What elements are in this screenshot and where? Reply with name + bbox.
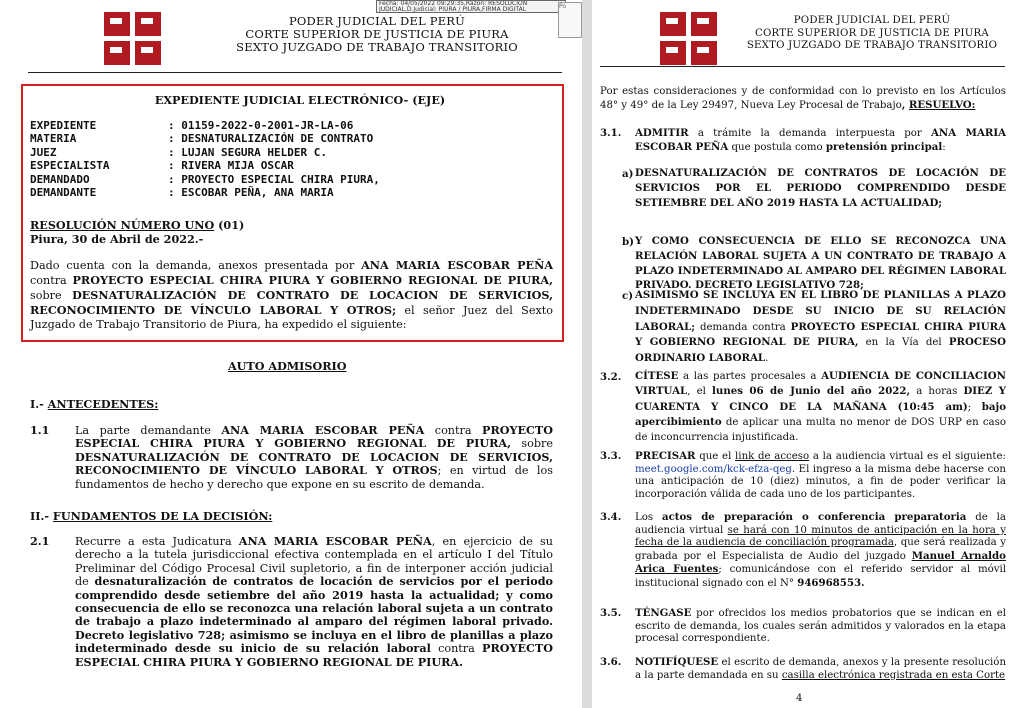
i33-text-3: . El ingreso a la misma debe hacerse con una anticipación de 10 (diez) minutos, a fin de poder verificar la incorporación válida de cada uno de los participantes. <box>635 463 1006 500</box>
item-3-3 <box>635 450 1006 501</box>
sub-a-label: a) <box>622 168 634 180</box>
i35-text-1: por ofrecidos los medios probatorios que se indican en el escrito de demanda, los cuales serán admitidos y valorados en la etapa procesal correspondiente. <box>635 608 1006 645</box>
admitir-label: ADMITIR <box>635 127 689 139</box>
case-field-key: JUEZ <box>30 145 57 159</box>
paragraph-1-1-num: 1.1 <box>30 423 50 437</box>
p21-plaintiff: ANA MARIA ESCOBAR PEÑA <box>238 534 432 548</box>
resolution-intro <box>600 86 1006 112</box>
i33-text-1: que el <box>695 451 736 462</box>
resolution-number: (01) <box>214 218 245 232</box>
p11-text-4: ; en virtud de los fundamentos de hecho y derecho que expone en su escrito de demanda. <box>75 464 553 491</box>
sc-text-3: en la Vía del <box>858 337 949 349</box>
case-field-key: DEMANDADO <box>30 172 90 186</box>
paragraph-1-1 <box>75 424 553 491</box>
i32-audiencia: AUDIENCIA DE CONCILIACION VIRTUAL <box>635 370 1006 398</box>
meet-link[interactable]: meet.google.com/kck-efza-qeg <box>635 463 792 475</box>
intro-text-4: el señor Juez del Sexto Juzgado de Trabajo Transitorio de Piura, ha expedido el siguiente: <box>30 304 553 331</box>
header-divider <box>28 72 562 73</box>
sc-proceso: PROCESO ORDINARIO LABORAL <box>635 336 1006 365</box>
item-3-6-num: 3.6. <box>600 656 622 668</box>
case-field-key: EXPEDIENTE <box>30 119 97 132</box>
section-fundamentos <box>30 510 272 523</box>
case-field-key: ESPECIALISTA <box>30 159 110 173</box>
page-gutter <box>582 0 592 708</box>
case-field-row <box>30 119 550 132</box>
case-field-value: : ESCOBAR PEÑA, ANA MARIA <box>168 186 334 200</box>
intro-paragraph <box>30 258 553 332</box>
intro-plaintiff: ANA MARIA ESCOBAR PEÑA <box>361 258 553 272</box>
poder-judicial-logo <box>660 12 720 66</box>
i31-text-3: : <box>942 141 946 153</box>
i34-text-3: , que será realizada y grabada por el Especialista de Audio del juzgado <box>635 537 1006 562</box>
item-3-2-num: 3.2. <box>600 371 622 383</box>
resolution-date: Piura, 30 de Abril de 2022.- <box>30 232 204 246</box>
page-number: 4 <box>796 693 803 704</box>
i32-time: DIEZ Y CUARENTA Y CINCO DE LA MAÑANA (10:45 am) <box>635 385 1006 413</box>
p11-text-2: contra <box>424 424 483 437</box>
i31-plaintiff: ANA MARIA ESCOBAR PEÑA <box>635 127 1006 153</box>
poder-judicial-logo <box>104 12 164 66</box>
resolution-heading <box>30 219 550 232</box>
sc-text-4: . <box>765 353 769 365</box>
i34-text-1: Los <box>635 512 662 523</box>
sc-text-1: ASIMISMO SE INCLUYA EN EL LIBRO DE PLANILLAS A PLAZO INDETERMINADO DESDE SU INICIO DE SU RELACIÓN LABORAL; <box>635 289 1006 333</box>
i32-text-1: a las partes procesales a <box>678 371 822 382</box>
tengase-label: TÉNGASE <box>635 607 692 619</box>
i34-anticipacion: se hará con 10 minutos de anticipación en la hora y fecha de la audiencia de conciliación programada <box>635 524 1006 549</box>
case-field-key: MATERIA <box>30 132 77 146</box>
case-field-row <box>30 159 550 172</box>
sub-b-text: Y COMO CONSECUENCIA DE ELLO SE RECONOZCA UNA RELACIÓN LABORAL SUJETA A UN CONTRATO DE TRABAJO A PLAZO INDETERMINADO AL AMPARO DEL RÉGIMEN LABORAL PRIVADO. DECRETO LEGISLATIVO 728; <box>635 235 1006 292</box>
i32-text-4: ; <box>967 401 982 413</box>
i32-text-2: , el <box>687 386 713 398</box>
i31-text-2: que postula como <box>728 141 826 153</box>
i36-casilla: casilla electrónica registrada en esta Corte <box>781 669 1006 681</box>
notifiquese-label: NOTIFÍQUESE <box>635 656 719 668</box>
i32-text-3: a horas <box>910 386 964 398</box>
section-2-title: FUNDAMENTOS DE LA DECISIÓN: <box>52 509 273 523</box>
i33-text-2: a la audiencia virtual es el siguiente: <box>809 451 1006 462</box>
p11-plaintiff: ANA MARIA ESCOBAR PEÑA <box>221 423 425 437</box>
item-3-1-num: 3.1. <box>600 127 622 139</box>
item-3-4-num: 3.4. <box>600 511 622 523</box>
sc-text-2: demanda contra <box>695 321 791 333</box>
header-line-1: PODER JUDICIAL DEL PERÚ <box>793 15 951 26</box>
case-field-value: : 01159-2022-0-2001-JR-LA-06 <box>168 119 354 132</box>
header-line-1: PODER JUDICIAL DEL PERÚ <box>288 14 466 28</box>
i34-especialista: Manuel Arnaldo Arica Fuentes <box>635 549 1006 576</box>
item-3-3-num: 3.3. <box>600 450 622 462</box>
i34-text-4: ; comunicándose con el referido servidor al móvil institucional signado con el N° <box>635 564 1007 589</box>
auto-admisorio-title: AUTO ADMISORIO <box>228 359 347 373</box>
item-3-5-num: 3.5. <box>600 607 622 619</box>
p21-text-2: , en ejercicio de su derecho a la tutela jurisdiccional efectiva contemplada en el artículo I del Título Preliminar del Código Procesal Civil supletorio, a fin de interponer acción judicial de <box>75 535 553 589</box>
case-field-value: : RIVERA MIJA OSCAR <box>168 159 294 173</box>
case-field-value: : LUJAN SEGURA HELDER C. <box>168 145 327 159</box>
i32-apercibimiento: bajo apercibimiento <box>635 400 1006 429</box>
i33-link-label: link de acceso <box>735 451 810 462</box>
case-field-value: : DESNATURALIZACIÓN DE CONTRATO <box>168 132 374 146</box>
paragraph-2-1 <box>75 535 553 669</box>
p11-text-3: sobre <box>510 437 553 451</box>
i34-phone: 946968553. <box>797 576 865 589</box>
case-field-row <box>30 146 550 159</box>
paragraph-2-1-num: 2.1 <box>30 534 50 548</box>
intro-matter: DESNATURALIZACIÓN DE CONTRATO DE LOCACION DE SERVICIOS, RECONOCIMIENTO DE VÍNCULO LABORAL Y OTROS; <box>30 288 553 317</box>
p21-text-1: Recurre a esta Judicatura <box>75 535 239 548</box>
sub-a-text: DESNATURALIZACIÓN DE CONTRATOS DE LOCACIÓN DE SERVICIOS POR EL PERIODO COMPRENDIDO DESDE SETIEMBRE DEL AÑO 2019 HASTA LA ACTUALIDAD; <box>635 167 1006 209</box>
item-3-1 <box>635 127 1006 154</box>
resuelvo-label: RESUELVO: <box>908 98 976 111</box>
sub-c-text <box>635 288 1006 367</box>
i32-date: lunes 06 de Junio del año 2022, <box>712 385 911 398</box>
p11-matter: DESNATURALIZACIÓN DE CONTRATO DE LOCACION DE SERVICIOS, RECONOCIMIENTO DE VÍNCULO LABORAL Y OTROS <box>75 449 553 478</box>
signature-stamp-fragment: Po <box>558 2 582 38</box>
stamp-line-1: Fecha: 04/05/2022 09:29:35,Razón: RESOLUCIÓN <box>379 0 528 7</box>
section-antecedentes <box>30 398 158 411</box>
p21-claim: desnaturalización de contratos de locación de servicios por el periodo comprendido desde setiembre del año 2019 hasta la actualidad; y como consecuencia de ello se reconozca una relación laboral sujeta a un contrato de trabajo a plazo indeterminado al amparo del régimen laboral privado. Decreto legislativo 728; asimismo se incluya en el libro de planillas a plazo indeterminado desde su inicio de su relación laboral <box>75 574 553 656</box>
p11-defendant: PROYECTO ESPECIAL CHIRA PIURA Y GOBIERNO REGIONAL DE PIURA, <box>75 423 553 451</box>
page-header <box>222 15 532 54</box>
case-field-value: : PROYECTO ESPECIAL CHIRA PIURA, <box>168 172 380 186</box>
precisar-label: PRECISAR <box>635 450 696 462</box>
item-3-6 <box>635 656 1006 682</box>
case-field-row <box>30 186 550 199</box>
header-line-3: SEXTO JUZGADO DE TRABAJO TRANSITORIO <box>236 40 518 54</box>
item-3-5 <box>635 607 1006 646</box>
header-line-2: CORTE SUPERIOR DE JUSTICIA DE PIURA <box>245 27 509 41</box>
intro-text: Por estas consideraciones y de conformidad con lo previsto en los Artículos 48° y 49° de la Ley 29497, Nueva Ley Procesal de Trabajo <box>600 86 1006 111</box>
header-line-2: CORTE SUPERIOR DE JUSTICIA DE PIURA <box>755 27 989 39</box>
stamp-line-2: JUDICIAL,D.Judicial: PIURA / PIURA,FIRMA DIGITAL <box>379 6 527 13</box>
page-header <box>742 15 1002 53</box>
item-3-4 <box>635 511 1006 591</box>
section-1-num: I.- <box>30 397 48 411</box>
sub-b-label: b) <box>622 236 634 248</box>
digital-signature-stamp <box>376 0 566 13</box>
document-page-right <box>592 0 1024 708</box>
sc-defendant: PROYECTO ESPECIAL CHIRA PIURA Y GOBIERNO REGIONAL DE PIURA, <box>635 320 1006 349</box>
box-title: EXPEDIENTE JUDICIAL ELECTRÓNICO- (EJE) <box>154 93 446 107</box>
i36-text-1: el escrito de demanda, anexos y la presente resolución a la parte demandada en su <box>635 657 1006 681</box>
header-divider <box>600 66 1005 67</box>
i34-actos: actos de preparación o conferencia preparatoria <box>661 511 967 523</box>
case-field-key: DEMANDANTE <box>30 186 97 200</box>
section-1-title: ANTECEDENTES: <box>47 397 159 411</box>
intro-comma: , <box>901 98 909 111</box>
intro-defendant: PROYECTO ESPECIAL CHIRA PIURA Y GOBIERNO REGIONAL DE PIURA, <box>72 273 553 287</box>
i31-text-1: a trámite la demanda interpuesta por <box>688 128 932 139</box>
intro-text-3: sobre <box>30 289 73 302</box>
intro-text-1: Dado cuenta con la demanda, anexos presentada por <box>30 259 362 272</box>
citese-label: CÍTESE <box>635 370 679 382</box>
sub-c-label: c) <box>622 290 634 302</box>
p21-text-3: contra <box>430 642 483 656</box>
intro-text-2: contra <box>30 274 73 287</box>
case-fields <box>30 119 550 199</box>
p21-defendant: PROYECTO ESPECIAL CHIRA PIURA Y GOBIERNO REGIONAL DE PIURA. <box>75 641 553 669</box>
i32-text-5: de aplicar una multa no menor de DOS URP en caso de inconcurrencia injustificada. <box>635 417 1006 443</box>
case-field-row <box>30 173 550 186</box>
case-field-row <box>30 132 550 145</box>
resolution-title: RESOLUCIÓN NÚMERO UNO <box>30 218 215 232</box>
item-3-2 <box>635 369 1006 445</box>
section-2-num: II.- <box>30 509 53 523</box>
i34-text-2: de la audiencia virtual <box>635 512 1006 536</box>
header-line-3: SEXTO JUZGADO DE TRABAJO TRANSITORIO <box>746 40 998 52</box>
p11-text-1: La parte demandante <box>75 424 222 437</box>
i31-pretension: pretensión principal <box>825 140 943 153</box>
